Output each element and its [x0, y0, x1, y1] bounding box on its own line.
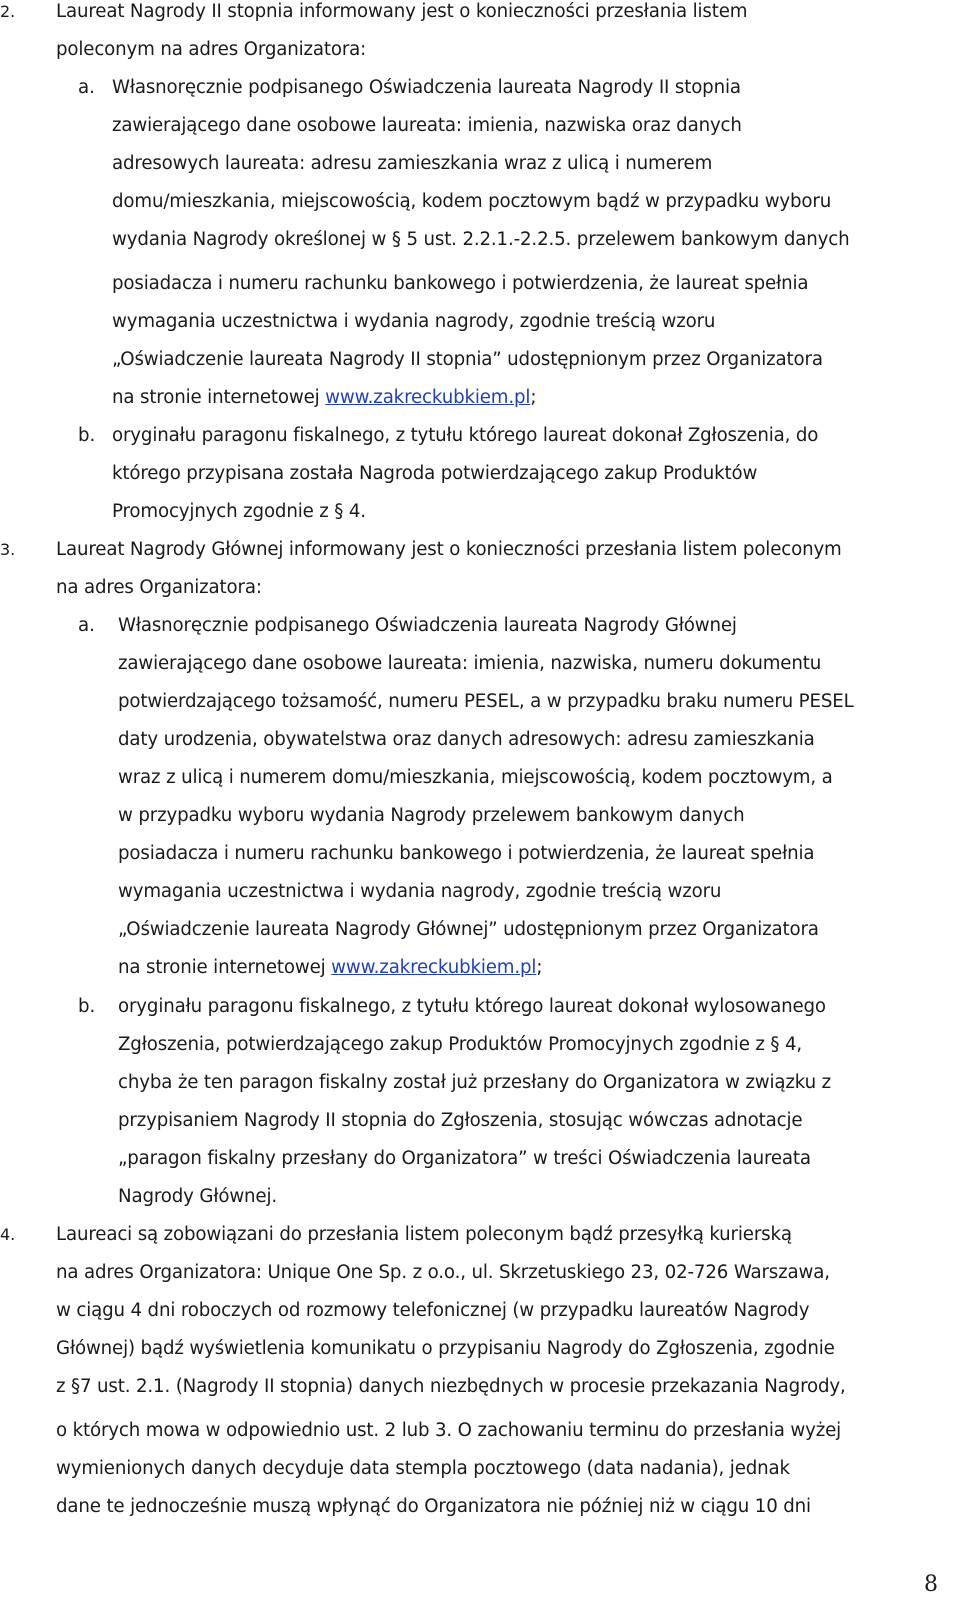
- paragraph-line: Laureaci są zobowiązani do przesłania listem poleconym bądź przesyłką kurierską: [56, 1224, 792, 1245]
- website-link[interactable]: www.zakreckubkiem.pl: [331, 957, 537, 978]
- paragraph-line: adresowych laureata: adresu zamieszkania wraz z ulicą i numerem: [112, 153, 713, 174]
- paragraph-line: „Oświadczenie laureata Nagrody Głównej” udostępnionym przez Organizatora: [118, 919, 819, 940]
- subitem-letter: b.: [78, 425, 96, 446]
- paragraph-line: „Oświadczenie laureata Nagrody II stopnia” udostępnionym przez Organizatora: [112, 349, 823, 370]
- paragraph-line: wymagania uczestnictwa i wydania nagrody, zgodnie treścią wzoru: [118, 881, 722, 902]
- paragraph-line: daty urodzenia, obywatelstwa oraz danych adresowych: adresu zamieszkania: [118, 729, 815, 750]
- paragraph-line: Własnoręcznie podpisanego Oświadczenia laureata Nagrody Głównej: [118, 615, 737, 636]
- paragraph-line: Laureat Nagrody Głównej informowany jest o konieczności przesłania listem poleconym: [56, 539, 842, 560]
- page-number: 8: [924, 1572, 938, 1597]
- paragraph-line: o których mowa w odpowiednio ust. 2 lub 3. O zachowaniu terminu do przesłania wyżej: [56, 1420, 842, 1441]
- item-number: 2.: [0, 2, 16, 21]
- paragraph-line: potwierdzającego tożsamość, numeru PESEL, a w przypadku braku numeru PESEL: [118, 691, 854, 712]
- subitem-letter: a.: [78, 615, 95, 636]
- link-line-suffix: ;: [536, 957, 543, 978]
- paragraph-line: zawierającego dane osobowe laureata: imienia, nazwiska, numeru dokumentu: [118, 653, 822, 674]
- paragraph-line: Własnoręcznie podpisanego Oświadczenia laureata Nagrody II stopnia: [112, 77, 741, 98]
- paragraph-line: Promocyjnych zgodnie z § 4.: [112, 501, 366, 522]
- paragraph-line: z §7 ust. 2.1. (Nagrody II stopnia) danych niezbędnych w procesie przekazania Nagrody,: [56, 1376, 846, 1397]
- paragraph-line: poleconym na adres Organizatora:: [56, 39, 367, 60]
- subitem-letter: a.: [78, 77, 95, 98]
- paragraph-line: domu/mieszkania, miejscowością, kodem pocztowym bądź w przypadku wyboru: [112, 191, 832, 212]
- paragraph-line: Zgłoszenia, potwierdzającego zakup Produktów Promocyjnych zgodnie z § 4,: [118, 1034, 803, 1055]
- paragraph-line: oryginału paragonu fiskalnego, z tytułu którego laureat dokonał wylosowanego: [118, 996, 826, 1017]
- paragraph-line: wydania Nagrody określonej w § 5 ust. 2.2.1.-2.2.5. przelewem bankowym danych: [112, 229, 850, 250]
- link-line: [112, 386, 536, 410]
- paragraph-line: wymienionych danych decyduje data stempla pocztowego (data nadania), jednak: [56, 1458, 790, 1479]
- paragraph-line: chyba że ten paragon fiskalny został już przesłany do Organizatora w związku z: [118, 1072, 832, 1093]
- paragraph-line: oryginału paragonu fiskalnego, z tytułu którego laureat dokonał Zgłoszenia, do: [112, 425, 819, 446]
- paragraph-line: Laureat Nagrody II stopnia informowany jest o konieczności przesłania listem: [56, 1, 748, 22]
- paragraph-line: posiadacza i numeru rachunku bankowego i potwierdzenia, że laureat spełnia: [118, 843, 815, 864]
- link-line-text: na stronie internetowej: [118, 957, 332, 978]
- paragraph-line: Nagrody Głównej.: [118, 1186, 278, 1207]
- item-number: 4.: [0, 1225, 16, 1244]
- paragraph-line: zawierającego dane osobowe laureata: imienia, nazwiska oraz danych: [112, 115, 742, 136]
- paragraph-line: na adres Organizatora:: [56, 577, 262, 598]
- paragraph-line: wraz z ulicą i numerem domu/mieszkania, miejscowością, kodem pocztowym, a: [118, 767, 833, 788]
- paragraph-line: przypisaniem Nagrody II stopnia do Zgłoszenia, stosując wówczas adnotacje: [118, 1110, 803, 1131]
- paragraph-line: którego przypisana została Nagroda potwierdzającego zakup Produktów: [112, 463, 758, 484]
- link-line-suffix: ;: [530, 387, 537, 408]
- item-number: 3.: [0, 540, 16, 559]
- paragraph-line: „paragon fiskalny przesłany do Organizatora” w treści Oświadczenia laureata: [118, 1148, 811, 1169]
- paragraph-line: posiadacza i numeru rachunku bankowego i potwierdzenia, że laureat spełnia: [112, 273, 809, 294]
- paragraph-line: w ciągu 4 dni roboczych od rozmowy telefonicznej (w przypadku laureatów Nagrody: [56, 1300, 810, 1321]
- paragraph-line: Głównej) bądź wyświetlenia komunikatu o przypisaniu Nagrody do Zgłoszenia, zgodnie: [56, 1338, 835, 1359]
- subitem-letter: b.: [78, 996, 96, 1017]
- paragraph-line: na adres Organizatora: Unique One Sp. z o.o., ul. Skrzetuskiego 23, 02-726 Warszawa,: [56, 1262, 830, 1283]
- website-link[interactable]: www.zakreckubkiem.pl: [325, 387, 531, 408]
- paragraph-line: dane te jednocześnie muszą wpłynąć do Organizatora nie później niż w ciągu 10 dni: [56, 1496, 811, 1517]
- paragraph-line: wymagania uczestnictwa i wydania nagrody, zgodnie treścią wzoru: [112, 311, 716, 332]
- link-line: [118, 956, 542, 980]
- link-line-text: na stronie internetowej: [112, 387, 326, 408]
- paragraph-line: w przypadku wyboru wydania Nagrody przelewem bankowym danych: [118, 805, 745, 826]
